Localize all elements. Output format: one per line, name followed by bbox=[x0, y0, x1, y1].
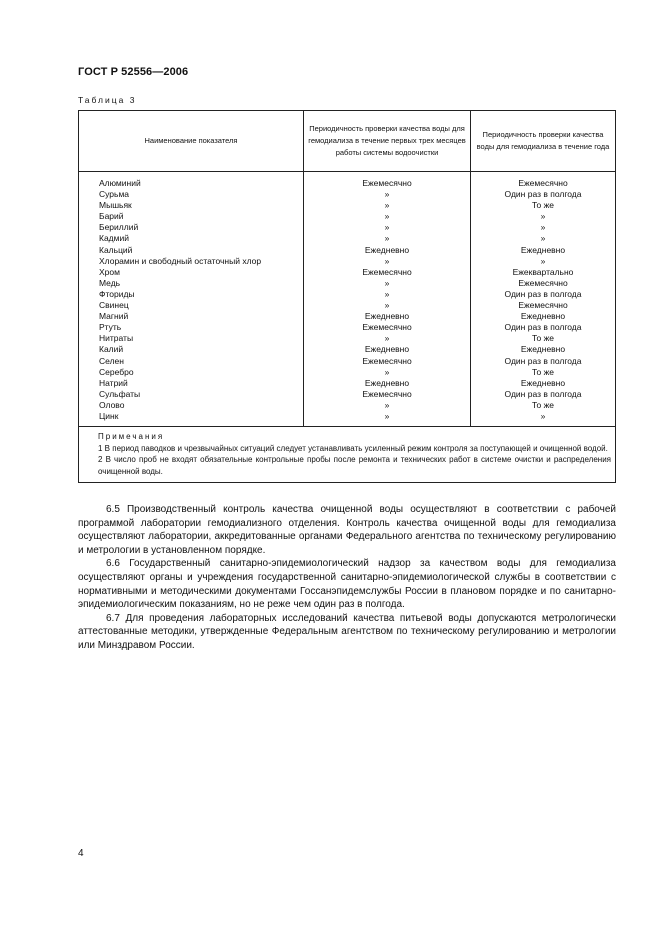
table-row bbox=[79, 256, 615, 267]
indicator-name: Хром bbox=[79, 267, 304, 278]
indicator-name: Сурьма bbox=[79, 189, 304, 200]
yearly-value: » bbox=[540, 222, 546, 233]
first-period-value: » bbox=[304, 233, 471, 244]
yearly-value: Ежеквартально bbox=[512, 266, 574, 277]
indicator-name: Медь bbox=[79, 278, 304, 289]
yearly-value: Ежедневно bbox=[520, 244, 566, 255]
yearly-value: Один раз в полгода bbox=[504, 322, 582, 333]
indicator-name: Магний bbox=[79, 311, 304, 322]
indicator-name: Кадмий bbox=[79, 233, 304, 244]
indicator-name: Мышьяк bbox=[79, 200, 304, 211]
first-period-value: Ежедневно bbox=[304, 245, 471, 256]
table-row bbox=[79, 378, 615, 389]
table-row bbox=[79, 300, 615, 311]
first-period-value: Ежемесячно bbox=[304, 322, 471, 333]
yearly-value: Ежемесячно bbox=[518, 277, 568, 288]
indicator-name: Серебро bbox=[79, 367, 304, 378]
table-row bbox=[79, 389, 615, 400]
table-row bbox=[79, 200, 615, 211]
table-row bbox=[79, 189, 615, 200]
yearly-value: Ежемесячно bbox=[518, 178, 568, 188]
column-header-indicator: Наименование показателя bbox=[79, 111, 304, 172]
yearly-value: То же bbox=[531, 366, 555, 377]
yearly-value: Один раз в полгода bbox=[504, 288, 582, 299]
yearly-value: Ежедневно bbox=[520, 377, 566, 388]
first-period-value: Ежемесячно bbox=[304, 356, 471, 367]
indicator-name: Барий bbox=[79, 211, 304, 222]
yearly-value: Ежедневно bbox=[520, 311, 566, 322]
indicator-name: Ртуть bbox=[79, 322, 304, 333]
table-row bbox=[79, 344, 615, 355]
table-row bbox=[79, 367, 615, 378]
note-item: 1 В период паводков и чрезвычайных ситуаций следует устанавливать усиленный режим контроля за поступающей и очищенной водой. bbox=[98, 443, 608, 453]
yearly-value: » bbox=[540, 255, 546, 266]
document-standard-header: ГОСТ Р 52556—2006 bbox=[78, 66, 189, 78]
yearly-value: Один раз в полгода bbox=[504, 189, 582, 200]
first-period-value: » bbox=[304, 200, 471, 211]
yearly-value: » bbox=[540, 233, 546, 244]
first-period-value: » bbox=[304, 278, 471, 289]
first-period-value: » bbox=[304, 222, 471, 233]
first-period-value: » bbox=[304, 189, 471, 200]
first-period-value: Ежедневно bbox=[304, 344, 471, 355]
indicator-name: Свинец bbox=[79, 300, 304, 311]
first-period-value: » bbox=[304, 333, 471, 344]
indicator-name: Олово bbox=[79, 400, 304, 411]
yearly-value: Один раз в полгода bbox=[504, 388, 582, 399]
first-period-value: » bbox=[304, 411, 471, 426]
yearly-value: Один раз в полгода bbox=[504, 355, 582, 366]
yearly-value: То же bbox=[531, 333, 555, 344]
first-period-value: » bbox=[304, 400, 471, 411]
table-row bbox=[79, 411, 615, 426]
column-header-first-three-months: Периодичность проверки качества воды для гемодиализа в течение первых трех месяцев работы системы водоочистки bbox=[304, 111, 471, 172]
first-period-value: Ежедневно bbox=[304, 378, 471, 389]
notes-title: Примечания bbox=[98, 432, 165, 442]
indicator-name: Нитраты bbox=[79, 333, 304, 344]
yearly-value: То же bbox=[531, 399, 555, 410]
first-period-value: Ежедневно bbox=[304, 311, 471, 322]
column-header-yearly: Периодичность проверки качества воды для гемодиализа в течение года bbox=[471, 111, 616, 172]
yearly-value: » bbox=[540, 410, 546, 421]
first-period-value: » bbox=[304, 300, 471, 311]
periodicity-table bbox=[78, 110, 616, 483]
indicator-name: Фториды bbox=[79, 289, 304, 300]
first-period-value: Ежемесячно bbox=[304, 389, 471, 400]
indicator-name: Хлорамин и свободный остаточный хлор bbox=[79, 256, 304, 267]
indicator-name: Цинк bbox=[79, 411, 304, 426]
first-period-value: Ежемесячно bbox=[304, 172, 471, 190]
indicator-name: Алюминий bbox=[79, 172, 304, 190]
page-number: 4 bbox=[78, 848, 84, 859]
table-row bbox=[79, 233, 615, 244]
table-row bbox=[79, 400, 615, 411]
table-header-row bbox=[79, 111, 615, 172]
table-row bbox=[79, 356, 615, 367]
table-row bbox=[79, 267, 615, 278]
table-row bbox=[79, 245, 615, 256]
paragraph-6-7: 6.7 Для проведения лабораторных исследований качества питьевой воды допускаются метрологически аттестованные методики, утвержденные Федеральным агентством по техническому регулированию и метрологии или Минздравом России. bbox=[78, 612, 616, 651]
table-row bbox=[79, 278, 615, 289]
first-period-value: Ежемесячно bbox=[304, 267, 471, 278]
note-item: 2 В число проб не входят обязательные контрольные пробы после ремонта и технических работ в системе очистки и распределения очищенной воды. bbox=[98, 455, 611, 476]
periodicity-table-grid bbox=[79, 111, 615, 426]
indicator-name: Калий bbox=[79, 344, 304, 355]
table-row bbox=[79, 311, 615, 322]
indicator-name: Натрий bbox=[79, 378, 304, 389]
body-text bbox=[78, 503, 616, 653]
yearly-value: То же bbox=[531, 200, 555, 211]
table-row bbox=[79, 322, 615, 333]
yearly-value: Ежедневно bbox=[520, 344, 566, 355]
yearly-value: Ежемесячно bbox=[518, 300, 568, 311]
table-row bbox=[79, 289, 615, 300]
table-row bbox=[79, 222, 615, 233]
indicator-name: Кальций bbox=[79, 245, 304, 256]
yearly-value: » bbox=[540, 211, 546, 222]
paragraph-6-5: 6.5 Производственный контроль качества очищенной воды осуществляют в соответствии с рабочей программой лаборатории гемодиализного отделения. Контроль качества очищенной воды для гемодиализа осуществляют лаборатории, аккредитованные органами Федерального агентства по техническому регулированию и метрологии в установленном порядке. bbox=[78, 504, 616, 556]
first-period-value: » bbox=[304, 211, 471, 222]
first-period-value: » bbox=[304, 289, 471, 300]
indicator-name: Селен bbox=[79, 356, 304, 367]
paragraph-6-6: 6.6 Государственный санитарно-эпидемиологический надзор за качеством воды для гемодиализа осуществляют органы и учреждения государственной санитарно-эпидемиологической службы в соответствии с нормативными и методическими документами Госсанэпидемслужбы России в плановом порядке и по санитарно-эпидемиологическим показаниям, но не реже чем один раз в полгода. bbox=[78, 558, 616, 611]
first-period-value: » bbox=[304, 367, 471, 378]
table-caption: Таблица 3 bbox=[78, 95, 137, 105]
indicator-name: Сульфаты bbox=[79, 389, 304, 400]
table-row bbox=[79, 172, 615, 190]
indicator-name: Бериллий bbox=[79, 222, 304, 233]
table-row bbox=[79, 211, 615, 222]
table-notes bbox=[79, 426, 615, 482]
table-row bbox=[79, 333, 615, 344]
first-period-value: » bbox=[304, 256, 471, 267]
